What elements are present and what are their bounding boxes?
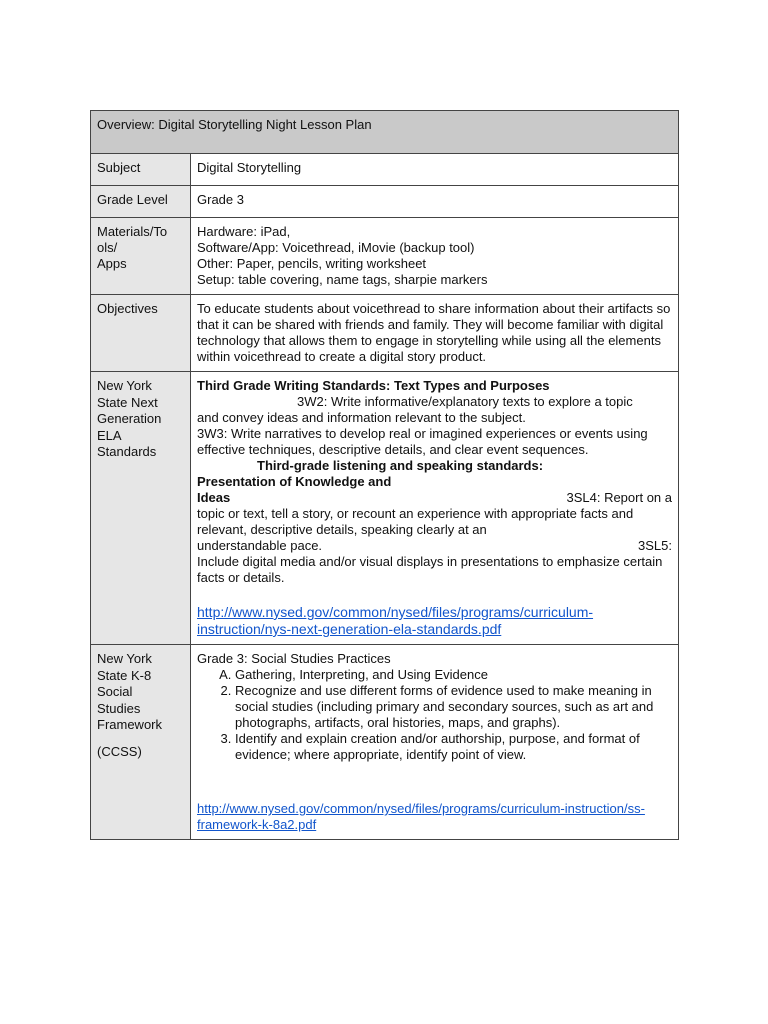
pace-text: understandable pace. <box>197 538 323 553</box>
social-label-line: State K-8 <box>97 667 152 683</box>
ela-standards <box>191 372 679 645</box>
social-studies-label <box>91 645 191 840</box>
social-label-line: New York <box>97 651 152 666</box>
pace-line <box>197 538 672 554</box>
subject-row <box>91 154 679 186</box>
objectives-label: Objectives <box>91 295 191 372</box>
standard-3sl5-start: 3SL5: <box>638 538 673 553</box>
ela-standards-link[interactable]: http://www.nysed.gov/common/nysed/files/programs/curriculum-instruction/nys-next-generation-ela-standards.pdf <box>197 604 594 637</box>
materials-label-line: Apps <box>97 256 127 271</box>
writing-standards-subtitle: Text Types and Purposes <box>393 378 550 393</box>
materials-row <box>91 218 679 295</box>
writing-standards-heading <box>197 378 672 394</box>
list-item: A. Gathering, Interpreting, and Using Evidence <box>235 667 672 683</box>
list-item: 3. Identify and explain creation and/or authorship, purpose, and format of evidence; where appropriate, identify point of view. <box>235 731 672 763</box>
ela-label-line: State Next <box>97 394 158 410</box>
social-studies-link[interactable]: http://www.nysed.gov/common/nysed/files/programs/curriculum-instruction/ss-framework-k-8a2.pdf <box>197 801 645 832</box>
ela-label-line: Standards <box>97 444 157 459</box>
subject-value: Digital Storytelling <box>191 154 679 186</box>
ideas-text: Ideas <box>197 490 231 505</box>
grade-row <box>91 186 679 218</box>
standard-3sl5-rest: Include digital media and/or visual displays in presentations to emphasize certain facts or details. <box>197 554 663 585</box>
subject-label: Subject <box>91 154 191 186</box>
ela-label <box>91 372 191 645</box>
materials-setup: Setup: table covering, name tags, sharpie markers <box>197 272 488 287</box>
standard-3w2-part2: and convey ideas and information relevant to the subject. <box>197 410 526 425</box>
practice-alpha-list <box>197 667 672 683</box>
materials-software: Software/App: Voicethread, iMovie (backup tool) <box>197 240 475 255</box>
materials-hardware: Hardware: iPad, <box>197 224 291 239</box>
social-label-line: Social <box>97 684 133 699</box>
header-row <box>91 111 679 154</box>
standard-3w3: 3W3: Write narratives to develop real or imagined experiences or events using effective techniques, descriptive details, and clear event sequences. <box>197 426 648 457</box>
ela-label-line: New York <box>97 378 152 393</box>
table-title: Overview: Digital Storytelling Night Lesson Plan <box>91 111 679 154</box>
ela-label-line: ELA <box>97 427 122 443</box>
writing-standards-title: Third Grade Writing Standards: <box>197 378 391 393</box>
materials-other: Other: Paper, pencils, writing worksheet <box>197 256 427 271</box>
practice-numbered-list <box>197 683 672 763</box>
social-studies-row <box>91 645 679 840</box>
presentation-title <box>197 474 672 490</box>
spacer <box>197 586 672 604</box>
social-studies-practices <box>191 645 679 840</box>
spacer <box>97 734 184 744</box>
social-studies-title: Grade 3: Social Studies Practices <box>197 651 391 666</box>
ela-label-line: Generation <box>97 411 162 426</box>
grade-label: Grade Level <box>91 186 191 218</box>
ccss-label: (CCSS) <box>97 743 142 759</box>
materials-label-line: Materials/To <box>97 224 168 239</box>
materials-label-line: ols/ <box>97 240 118 255</box>
grade-value: Grade 3 <box>191 186 679 218</box>
objectives-row <box>91 295 679 372</box>
ideas-line <box>197 490 672 506</box>
standard-3sl4-start: 3SL4: Report on a <box>566 490 673 505</box>
social-label-line: Studies <box>97 700 141 716</box>
objectives-text: To educate students about voicethread to share information about their artifacts so that it can be shared with friends and family. They will become familiar with digital technology that allows them to engage in storytelling while using all the elements within voicethread to create a digital story product. <box>191 295 679 372</box>
list-item: 2. Recognize and use different forms of evidence used to make meaning in social studies (including primary and secondary sources, such as art and photographs, artifacts, oral histories, maps, and graphs). <box>235 683 672 731</box>
materials-label <box>91 218 191 295</box>
standard-3w2-part1: 3W2: Write informative/explanatory texts to explore a topic <box>297 394 633 409</box>
social-label-line: Framework <box>97 717 163 732</box>
lesson-plan-table <box>90 110 679 840</box>
standard-3sl4-rest: topic or text, tell a story, or recount an experience with appropriate facts and relevant, descriptive details, speaking clearly at an <box>197 506 634 537</box>
ela-row <box>91 372 679 645</box>
listening-standards-title: Third-grade listening and speaking standards: <box>257 458 544 473</box>
materials-value <box>191 218 679 295</box>
spacer <box>197 763 672 801</box>
presentation-title-text: Presentation of Knowledge and <box>197 474 392 489</box>
